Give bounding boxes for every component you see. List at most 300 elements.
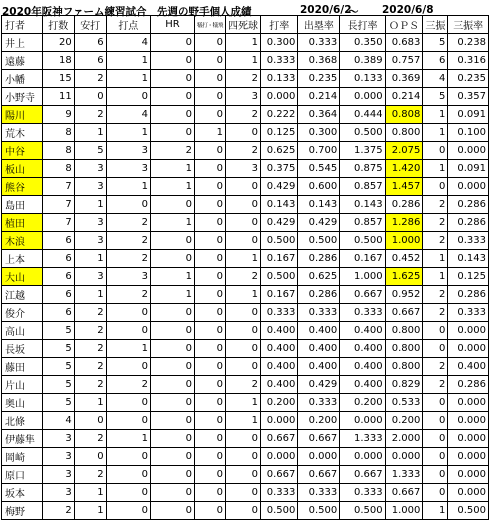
batting-avg-cell: 0.000 bbox=[261, 88, 298, 106]
home-runs-cell: 0 bbox=[150, 124, 194, 142]
rbi-cell: 1 bbox=[106, 178, 150, 196]
walks-cell: 2 bbox=[226, 376, 261, 394]
ops-cell: 0.800 bbox=[385, 124, 423, 142]
home-runs-cell: 0 bbox=[150, 196, 194, 214]
hits-cell: 0 bbox=[74, 412, 106, 430]
col-header-walks: 四死球 bbox=[226, 16, 261, 34]
at-bats-cell: 2 bbox=[42, 502, 74, 520]
hits-cell: 6 bbox=[74, 52, 106, 70]
slugging-pct-cell: 0.500 bbox=[340, 502, 385, 520]
walks-cell: 1 bbox=[226, 286, 261, 304]
rbi-cell: 2 bbox=[106, 232, 150, 250]
at-bats-cell: 5 bbox=[42, 376, 74, 394]
ops-cell: 0.952 bbox=[385, 286, 423, 304]
batting-avg-cell: 0.667 bbox=[261, 430, 298, 448]
batter-name-cell: 坂本 bbox=[2, 484, 43, 502]
rbi-cell: 1 bbox=[106, 430, 150, 448]
on-base-pct-cell: 0.200 bbox=[298, 412, 340, 430]
sacrifices-cell: 0 bbox=[195, 34, 226, 52]
strikeout-rate-cell: 0.286 bbox=[448, 214, 489, 232]
batter-name-cell: 小幡 bbox=[2, 70, 43, 88]
on-base-pct-cell: 0.545 bbox=[298, 160, 340, 178]
rbi-cell: 2 bbox=[106, 376, 150, 394]
batting-avg-cell: 0.333 bbox=[261, 484, 298, 502]
table-row bbox=[2, 160, 489, 178]
sacrifices-cell: 0 bbox=[195, 502, 226, 520]
slugging-pct-cell: 1.000 bbox=[340, 268, 385, 286]
batting-avg-cell: 0.429 bbox=[261, 214, 298, 232]
batter-name-cell: 板山 bbox=[2, 160, 43, 178]
walks-cell: 2 bbox=[226, 268, 261, 286]
batter-name-cell: 大山 bbox=[2, 268, 43, 286]
ops-cell: 0.683 bbox=[385, 34, 423, 52]
batter-name-cell: 井上 bbox=[2, 34, 43, 52]
table-row bbox=[2, 70, 489, 88]
col-header-strikeout-rate: 三振率 bbox=[448, 16, 489, 34]
rbi-cell: 0 bbox=[106, 412, 150, 430]
at-bats-cell: 15 bbox=[42, 70, 74, 88]
col-header-obp: 出塁率 bbox=[298, 16, 340, 34]
batting-avg-cell: 0.400 bbox=[261, 376, 298, 394]
hits-cell: 3 bbox=[74, 178, 106, 196]
strikeouts-cell: 0 bbox=[423, 178, 448, 196]
batter-name-cell: 長坂 bbox=[2, 340, 43, 358]
ops-cell: 1.000 bbox=[385, 232, 423, 250]
strikeout-rate-cell: 0.286 bbox=[448, 286, 489, 304]
batting-avg-cell: 0.222 bbox=[261, 106, 298, 124]
date-separator: ～ bbox=[348, 6, 359, 18]
table-row bbox=[2, 124, 489, 142]
on-base-pct-cell: 0.500 bbox=[298, 502, 340, 520]
rbi-cell: 0 bbox=[106, 448, 150, 466]
hits-cell: 0 bbox=[74, 88, 106, 106]
walks-cell: 1 bbox=[226, 52, 261, 70]
sacrifices-cell: 0 bbox=[195, 376, 226, 394]
walks-cell: 1 bbox=[226, 34, 261, 52]
strikeouts-cell: 0 bbox=[423, 322, 448, 340]
slugging-pct-cell: 0.200 bbox=[340, 394, 385, 412]
walks-cell: 3 bbox=[226, 160, 261, 178]
batting-avg-cell: 0.500 bbox=[261, 232, 298, 250]
sacrifices-cell: 0 bbox=[195, 250, 226, 268]
walks-cell: 0 bbox=[226, 304, 261, 322]
on-base-pct-cell: 0.364 bbox=[298, 106, 340, 124]
at-bats-cell: 6 bbox=[42, 268, 74, 286]
rbi-cell: 0 bbox=[106, 88, 150, 106]
strikeout-rate-cell: 0.333 bbox=[448, 304, 489, 322]
walks-cell: 3 bbox=[226, 88, 261, 106]
strikeout-rate-cell: 0.000 bbox=[448, 412, 489, 430]
on-base-pct-cell: 0.000 bbox=[298, 448, 340, 466]
on-base-pct-cell: 0.286 bbox=[298, 286, 340, 304]
table-row bbox=[2, 394, 489, 412]
strikeouts-cell: 2 bbox=[423, 304, 448, 322]
strikeout-rate-cell: 0.000 bbox=[448, 448, 489, 466]
walks-cell: 2 bbox=[226, 70, 261, 88]
rbi-cell: 0 bbox=[106, 358, 150, 376]
sheet-title: 2020年阪神ファーム練習試合 先週の野手個人成績 bbox=[2, 6, 252, 18]
sacrifices-cell: 0 bbox=[195, 286, 226, 304]
batter-name-cell: 俊介 bbox=[2, 304, 43, 322]
batter-name-cell: 熊谷 bbox=[2, 178, 43, 196]
sacrifices-cell: 0 bbox=[195, 214, 226, 232]
batting-avg-cell: 0.143 bbox=[261, 196, 298, 214]
batter-name-cell: 島田 bbox=[2, 196, 43, 214]
home-runs-cell: 0 bbox=[150, 34, 194, 52]
sacrifices-cell: 0 bbox=[195, 196, 226, 214]
slugging-pct-cell: 0.133 bbox=[340, 70, 385, 88]
strikeout-rate-cell: 0.125 bbox=[448, 268, 489, 286]
ops-cell: 0.800 bbox=[385, 340, 423, 358]
sacrifices-cell: 0 bbox=[195, 448, 226, 466]
batter-name-cell: 梅野 bbox=[2, 502, 43, 520]
at-bats-cell: 7 bbox=[42, 196, 74, 214]
hits-cell: 2 bbox=[74, 322, 106, 340]
ops-cell: 2.075 bbox=[385, 142, 423, 160]
rbi-cell: 1 bbox=[106, 340, 150, 358]
hits-cell: 2 bbox=[74, 70, 106, 88]
home-runs-cell: 1 bbox=[150, 268, 194, 286]
strikeouts-cell: 5 bbox=[423, 88, 448, 106]
batter-name-cell: 北條 bbox=[2, 412, 43, 430]
home-runs-cell: 0 bbox=[150, 502, 194, 520]
col-header-batter: 打者 bbox=[2, 16, 43, 34]
batter-name-cell: 中谷 bbox=[2, 142, 43, 160]
strikeout-rate-cell: 0.286 bbox=[448, 196, 489, 214]
ops-cell: 1.420 bbox=[385, 160, 423, 178]
on-base-pct-cell: 0.333 bbox=[298, 394, 340, 412]
strikeout-rate-cell: 0.000 bbox=[448, 322, 489, 340]
strikeouts-cell: 0 bbox=[423, 142, 448, 160]
at-bats-cell: 6 bbox=[42, 304, 74, 322]
walks-cell: 0 bbox=[226, 124, 261, 142]
table-row bbox=[2, 34, 489, 52]
sacrifices-cell: 0 bbox=[195, 52, 226, 70]
batting-avg-cell: 0.625 bbox=[261, 142, 298, 160]
batting-avg-cell: 0.400 bbox=[261, 340, 298, 358]
col-header-sacrifice: 犠打・犠飛 bbox=[195, 16, 226, 34]
slugging-pct-cell: 0.000 bbox=[340, 88, 385, 106]
strikeouts-cell: 2 bbox=[423, 196, 448, 214]
hits-cell: 3 bbox=[74, 232, 106, 250]
home-runs-cell: 0 bbox=[150, 340, 194, 358]
strikeouts-cell: 2 bbox=[423, 358, 448, 376]
strikeouts-cell: 0 bbox=[423, 448, 448, 466]
col-header-at-bats: 打数 bbox=[42, 16, 74, 34]
rbi-cell: 0 bbox=[106, 196, 150, 214]
batting-avg-cell: 0.133 bbox=[261, 70, 298, 88]
strikeout-rate-cell: 0.091 bbox=[448, 106, 489, 124]
table-row bbox=[2, 430, 489, 448]
sacrifices-cell: 0 bbox=[195, 178, 226, 196]
home-runs-cell: 0 bbox=[150, 232, 194, 250]
table-row bbox=[2, 232, 489, 250]
at-bats-cell: 8 bbox=[42, 160, 74, 178]
home-runs-cell: 0 bbox=[150, 430, 194, 448]
table-row bbox=[2, 214, 489, 232]
walks-cell: 2 bbox=[226, 106, 261, 124]
on-base-pct-cell: 0.400 bbox=[298, 340, 340, 358]
strikeouts-cell: 1 bbox=[423, 106, 448, 124]
table-row bbox=[2, 376, 489, 394]
col-header-rbi: 打点 bbox=[106, 16, 150, 34]
hits-cell: 2 bbox=[74, 430, 106, 448]
ops-cell: 0.286 bbox=[385, 196, 423, 214]
sacrifices-cell: 0 bbox=[195, 232, 226, 250]
slugging-pct-cell: 0.667 bbox=[340, 286, 385, 304]
home-runs-cell: 0 bbox=[150, 484, 194, 502]
sacrifices-cell: 0 bbox=[195, 160, 226, 178]
walks-cell: 0 bbox=[226, 430, 261, 448]
table-row bbox=[2, 412, 489, 430]
table-row bbox=[2, 502, 489, 520]
strikeouts-cell: 6 bbox=[423, 52, 448, 70]
col-header-hr: HR bbox=[150, 16, 194, 34]
strikeouts-cell: 2 bbox=[423, 286, 448, 304]
sacrifices-cell: 0 bbox=[195, 412, 226, 430]
slugging-pct-cell: 0.500 bbox=[340, 232, 385, 250]
walks-cell: 1 bbox=[226, 394, 261, 412]
home-runs-cell: 1 bbox=[150, 286, 194, 304]
strikeout-rate-cell: 0.286 bbox=[448, 376, 489, 394]
walks-cell: 0 bbox=[226, 340, 261, 358]
table-row bbox=[2, 196, 489, 214]
rbi-cell: 3 bbox=[106, 268, 150, 286]
ops-cell: 0.214 bbox=[385, 88, 423, 106]
col-header-hits: 安打 bbox=[74, 16, 106, 34]
rbi-cell: 0 bbox=[106, 466, 150, 484]
batter-name-cell: 藤田 bbox=[2, 358, 43, 376]
batter-name-cell: 高山 bbox=[2, 322, 43, 340]
ops-cell: 0.200 bbox=[385, 412, 423, 430]
sacrifices-cell: 0 bbox=[195, 268, 226, 286]
walks-cell: 1 bbox=[226, 250, 261, 268]
ops-cell: 2.000 bbox=[385, 430, 423, 448]
on-base-pct-cell: 0.333 bbox=[298, 34, 340, 52]
ops-cell: 1.333 bbox=[385, 466, 423, 484]
table-row bbox=[2, 286, 489, 304]
batting-avg-cell: 0.333 bbox=[261, 304, 298, 322]
walks-cell: 0 bbox=[226, 232, 261, 250]
at-bats-cell: 5 bbox=[42, 358, 74, 376]
on-base-pct-cell: 0.333 bbox=[298, 484, 340, 502]
strikeout-rate-cell: 0.100 bbox=[448, 124, 489, 142]
ops-cell: 1.286 bbox=[385, 214, 423, 232]
on-base-pct-cell: 0.667 bbox=[298, 430, 340, 448]
strikeouts-cell: 1 bbox=[423, 250, 448, 268]
at-bats-cell: 8 bbox=[42, 142, 74, 160]
batting-avg-cell: 0.125 bbox=[261, 124, 298, 142]
strikeouts-cell: 0 bbox=[423, 430, 448, 448]
table-row bbox=[2, 178, 489, 196]
home-runs-cell: 0 bbox=[150, 412, 194, 430]
home-runs-cell: 0 bbox=[150, 106, 194, 124]
strikeout-rate-cell: 0.000 bbox=[448, 142, 489, 160]
hits-cell: 1 bbox=[74, 196, 106, 214]
batter-name-cell: 片山 bbox=[2, 376, 43, 394]
at-bats-cell: 9 bbox=[42, 106, 74, 124]
table-row bbox=[2, 448, 489, 466]
batting-avg-cell: 0.333 bbox=[261, 52, 298, 70]
table-row bbox=[2, 52, 489, 70]
ops-cell: 0.800 bbox=[385, 322, 423, 340]
ops-cell: 0.369 bbox=[385, 70, 423, 88]
walks-cell: 0 bbox=[226, 178, 261, 196]
hits-cell: 3 bbox=[74, 160, 106, 178]
at-bats-cell: 6 bbox=[42, 250, 74, 268]
rbi-cell: 2 bbox=[106, 214, 150, 232]
slugging-pct-cell: 0.667 bbox=[340, 466, 385, 484]
rbi-cell: 1 bbox=[106, 124, 150, 142]
rbi-cell: 0 bbox=[106, 502, 150, 520]
slugging-pct-cell: 0.400 bbox=[340, 322, 385, 340]
at-bats-cell: 7 bbox=[42, 178, 74, 196]
slugging-pct-cell: 1.333 bbox=[340, 430, 385, 448]
slugging-pct-cell: 0.500 bbox=[340, 124, 385, 142]
strikeouts-cell: 1 bbox=[423, 268, 448, 286]
batting-avg-cell: 0.300 bbox=[261, 34, 298, 52]
rbi-cell: 2 bbox=[106, 250, 150, 268]
at-bats-cell: 3 bbox=[42, 448, 74, 466]
slugging-pct-cell: 0.857 bbox=[340, 214, 385, 232]
batting-avg-cell: 0.500 bbox=[261, 268, 298, 286]
home-runs-cell: 0 bbox=[150, 52, 194, 70]
at-bats-cell: 20 bbox=[42, 34, 74, 52]
strikeout-rate-cell: 0.000 bbox=[448, 340, 489, 358]
col-header-avg: 打率 bbox=[261, 16, 298, 34]
strikeout-rate-cell: 0.316 bbox=[448, 52, 489, 70]
walks-cell: 0 bbox=[226, 214, 261, 232]
slugging-pct-cell: 0.444 bbox=[340, 106, 385, 124]
at-bats-cell: 5 bbox=[42, 322, 74, 340]
batter-name-cell: 植田 bbox=[2, 214, 43, 232]
table-body bbox=[2, 34, 489, 520]
at-bats-cell: 3 bbox=[42, 484, 74, 502]
ops-cell: 0.000 bbox=[385, 448, 423, 466]
home-runs-cell: 0 bbox=[150, 448, 194, 466]
rbi-cell: 0 bbox=[106, 394, 150, 412]
date-from: 2020/6/2 bbox=[300, 4, 352, 16]
sacrifices-cell: 0 bbox=[195, 322, 226, 340]
hits-cell: 3 bbox=[74, 268, 106, 286]
hits-cell: 2 bbox=[74, 106, 106, 124]
home-runs-cell: 0 bbox=[150, 250, 194, 268]
strikeouts-cell: 0 bbox=[423, 394, 448, 412]
strikeout-rate-cell: 0.143 bbox=[448, 250, 489, 268]
batting-avg-cell: 0.167 bbox=[261, 286, 298, 304]
table-row bbox=[2, 106, 489, 124]
batter-name-cell: 陽川 bbox=[2, 106, 43, 124]
batting-avg-cell: 0.667 bbox=[261, 466, 298, 484]
batter-name-cell: 原口 bbox=[2, 466, 43, 484]
walks-cell: 0 bbox=[226, 196, 261, 214]
hits-cell: 1 bbox=[74, 502, 106, 520]
batter-name-cell: 木浪 bbox=[2, 232, 43, 250]
at-bats-cell: 11 bbox=[42, 88, 74, 106]
batting-avg-cell: 0.500 bbox=[261, 502, 298, 520]
batting-avg-cell: 0.000 bbox=[261, 412, 298, 430]
strikeout-rate-cell: 0.500 bbox=[448, 502, 489, 520]
strikeout-rate-cell: 0.357 bbox=[448, 88, 489, 106]
batter-name-cell: 江越 bbox=[2, 286, 43, 304]
rbi-cell: 2 bbox=[106, 286, 150, 304]
sacrifices-cell: 0 bbox=[195, 484, 226, 502]
home-runs-cell: 0 bbox=[150, 70, 194, 88]
at-bats-cell: 18 bbox=[42, 52, 74, 70]
header-row bbox=[2, 16, 489, 34]
strikeouts-cell: 2 bbox=[423, 376, 448, 394]
batter-name-cell: 上本 bbox=[2, 250, 43, 268]
batter-name-cell: 荒木 bbox=[2, 124, 43, 142]
on-base-pct-cell: 0.400 bbox=[298, 358, 340, 376]
home-runs-cell: 0 bbox=[150, 304, 194, 322]
table-row bbox=[2, 340, 489, 358]
slugging-pct-cell: 0.350 bbox=[340, 34, 385, 52]
table-row bbox=[2, 142, 489, 160]
batting-avg-cell: 0.200 bbox=[261, 394, 298, 412]
ops-cell: 0.667 bbox=[385, 304, 423, 322]
walks-cell: 0 bbox=[226, 358, 261, 376]
hits-cell: 1 bbox=[74, 250, 106, 268]
at-bats-cell: 4 bbox=[42, 412, 74, 430]
on-base-pct-cell: 0.300 bbox=[298, 124, 340, 142]
hits-cell: 3 bbox=[74, 214, 106, 232]
hits-cell: 1 bbox=[74, 286, 106, 304]
home-runs-cell: 0 bbox=[150, 394, 194, 412]
hits-cell: 2 bbox=[74, 340, 106, 358]
slugging-pct-cell: 0.000 bbox=[340, 412, 385, 430]
hits-cell: 1 bbox=[74, 124, 106, 142]
rbi-cell: 1 bbox=[106, 70, 150, 88]
at-bats-cell: 6 bbox=[42, 286, 74, 304]
table-row bbox=[2, 88, 489, 106]
strikeout-rate-cell: 0.091 bbox=[448, 160, 489, 178]
ops-cell: 0.800 bbox=[385, 358, 423, 376]
strikeouts-cell: 0 bbox=[423, 340, 448, 358]
batter-name-cell: 岡崎 bbox=[2, 448, 43, 466]
walks-cell: 2 bbox=[226, 142, 261, 160]
sacrifices-cell: 0 bbox=[195, 106, 226, 124]
slugging-pct-cell: 1.375 bbox=[340, 142, 385, 160]
batting-avg-cell: 0.400 bbox=[261, 358, 298, 376]
slugging-pct-cell: 0.389 bbox=[340, 52, 385, 70]
rbi-cell: 1 bbox=[106, 52, 150, 70]
table-row bbox=[2, 484, 489, 502]
on-base-pct-cell: 0.286 bbox=[298, 250, 340, 268]
batter-name-cell: 奥山 bbox=[2, 394, 43, 412]
on-base-pct-cell: 0.667 bbox=[298, 466, 340, 484]
batting-avg-cell: 0.429 bbox=[261, 178, 298, 196]
home-runs-cell: 0 bbox=[150, 88, 194, 106]
slugging-pct-cell: 0.333 bbox=[340, 484, 385, 502]
at-bats-cell: 3 bbox=[42, 466, 74, 484]
ops-cell: 0.533 bbox=[385, 394, 423, 412]
slugging-pct-cell: 0.143 bbox=[340, 196, 385, 214]
hits-cell: 2 bbox=[74, 466, 106, 484]
batter-name-cell: 小野寺 bbox=[2, 88, 43, 106]
sacrifices-cell: 1 bbox=[195, 124, 226, 142]
strikeouts-cell: 0 bbox=[423, 412, 448, 430]
table-row bbox=[2, 250, 489, 268]
walks-cell: 1 bbox=[226, 412, 261, 430]
slugging-pct-cell: 0.000 bbox=[340, 448, 385, 466]
strikeout-rate-cell: 0.000 bbox=[448, 484, 489, 502]
sacrifices-cell: 0 bbox=[195, 340, 226, 358]
batting-avg-cell: 0.375 bbox=[261, 160, 298, 178]
at-bats-cell: 5 bbox=[42, 340, 74, 358]
on-base-pct-cell: 0.429 bbox=[298, 214, 340, 232]
ops-cell: 1.000 bbox=[385, 502, 423, 520]
